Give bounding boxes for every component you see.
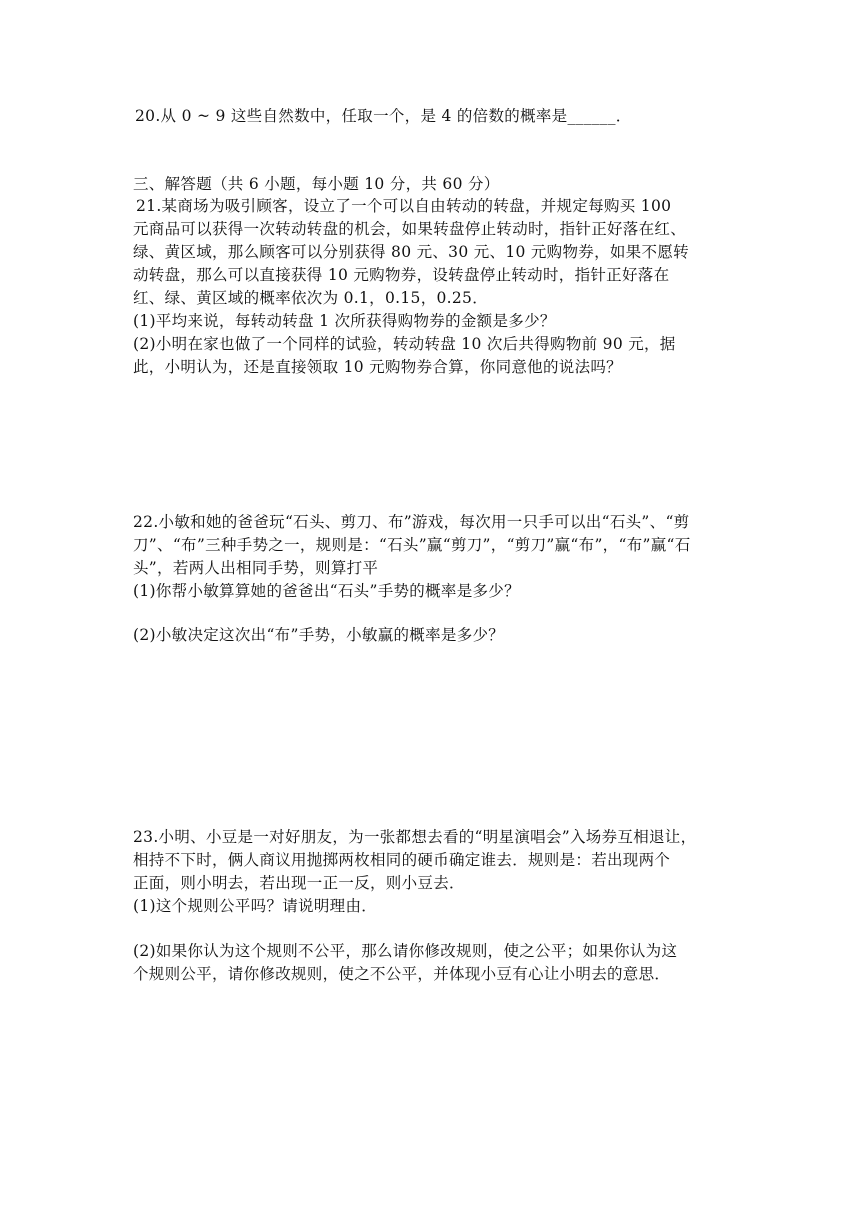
question-21-line: 元商品可以获得一次转动转盘的机会，如果转盘停止转动时，指针正好落在红、 xyxy=(133,220,687,238)
question-22-line: 22.小敏和她的爸爸玩“石头、剪刀、布”游戏，每次用一只手可以出“石头”、“剪 xyxy=(133,513,690,531)
question-21-part-2: 此，小明认为，还是直接领取 10 元购物券合算，你同意他的说法吗？ xyxy=(133,358,622,376)
question-20: 20.从 0 ~ 9 这些自然数中，任取一个，是 4 的倍数的概率是______． xyxy=(135,107,632,125)
question-23-part-2: 个规则公平，请你修改规则，使之不公平，并体现小豆有心让小明去的意思． xyxy=(133,965,671,983)
question-21-line: 红、绿、黄区域的概率依次为 0.1，0.15，0.25． xyxy=(133,289,489,307)
question-23-line: 正面，则小明去，若出现一正一反，则小豆去． xyxy=(133,874,465,892)
question-22-part-1: (1)你帮小敏算算她的爸爸出“石头”手势的概率是多少？ xyxy=(133,582,520,600)
question-22-part-2: (2)小敏决定这次出“布”手势，小敏赢的概率是多少？ xyxy=(133,626,505,644)
question-22-line: 刀”、“布”三种手势之一，规则是：“石头”赢“剪刀”，“剪刀”赢“布”，“布”赢“石 xyxy=(133,536,691,554)
question-23-part-1: (1)这个规则公平吗？请说明理由． xyxy=(133,897,378,915)
question-21-part-1: (1)平均来说，每转动转盘 1 次所获得购物券的金额是多少？ xyxy=(133,312,556,330)
question-21-line: 绿、黄区域，那么顾客可以分别获得 80 元、30 元、10 元购物券，如果不愿转 xyxy=(133,243,689,261)
question-23-part-2: (2)如果你认为这个规则不公平，那么请你修改规则，使之公平；如果你认为这 xyxy=(133,942,678,960)
question-21-line: 21.某商场为吸引顾客，设立了一个可以自由转动的转盘，并规定每购买 100 xyxy=(136,197,672,215)
question-21-line: 动转盘，那么可以直接获得 10 元购物券，设转盘停止转动时，指针正好落在 xyxy=(133,266,670,284)
question-23-line: 23.小明、小豆是一对好朋友，为一张都想去看的“明星演唱会”入场券互相退让， xyxy=(133,828,697,846)
question-23-line: 相持不下时，俩人商议用抛掷两枚相同的硬币确定谁去．规则是：若出现两个 xyxy=(133,851,671,869)
question-21-part-2: (2)小明在家也做了一个同样的试验，转动转盘 10 次后共得购物前 90 元，据 xyxy=(133,335,676,353)
question-22-line: 头”，若两人出相同手势，则算打平 xyxy=(133,559,379,577)
section-heading: 三、解答题（共 6 小题，每小题 10 分，共 60 分） xyxy=(133,175,500,193)
